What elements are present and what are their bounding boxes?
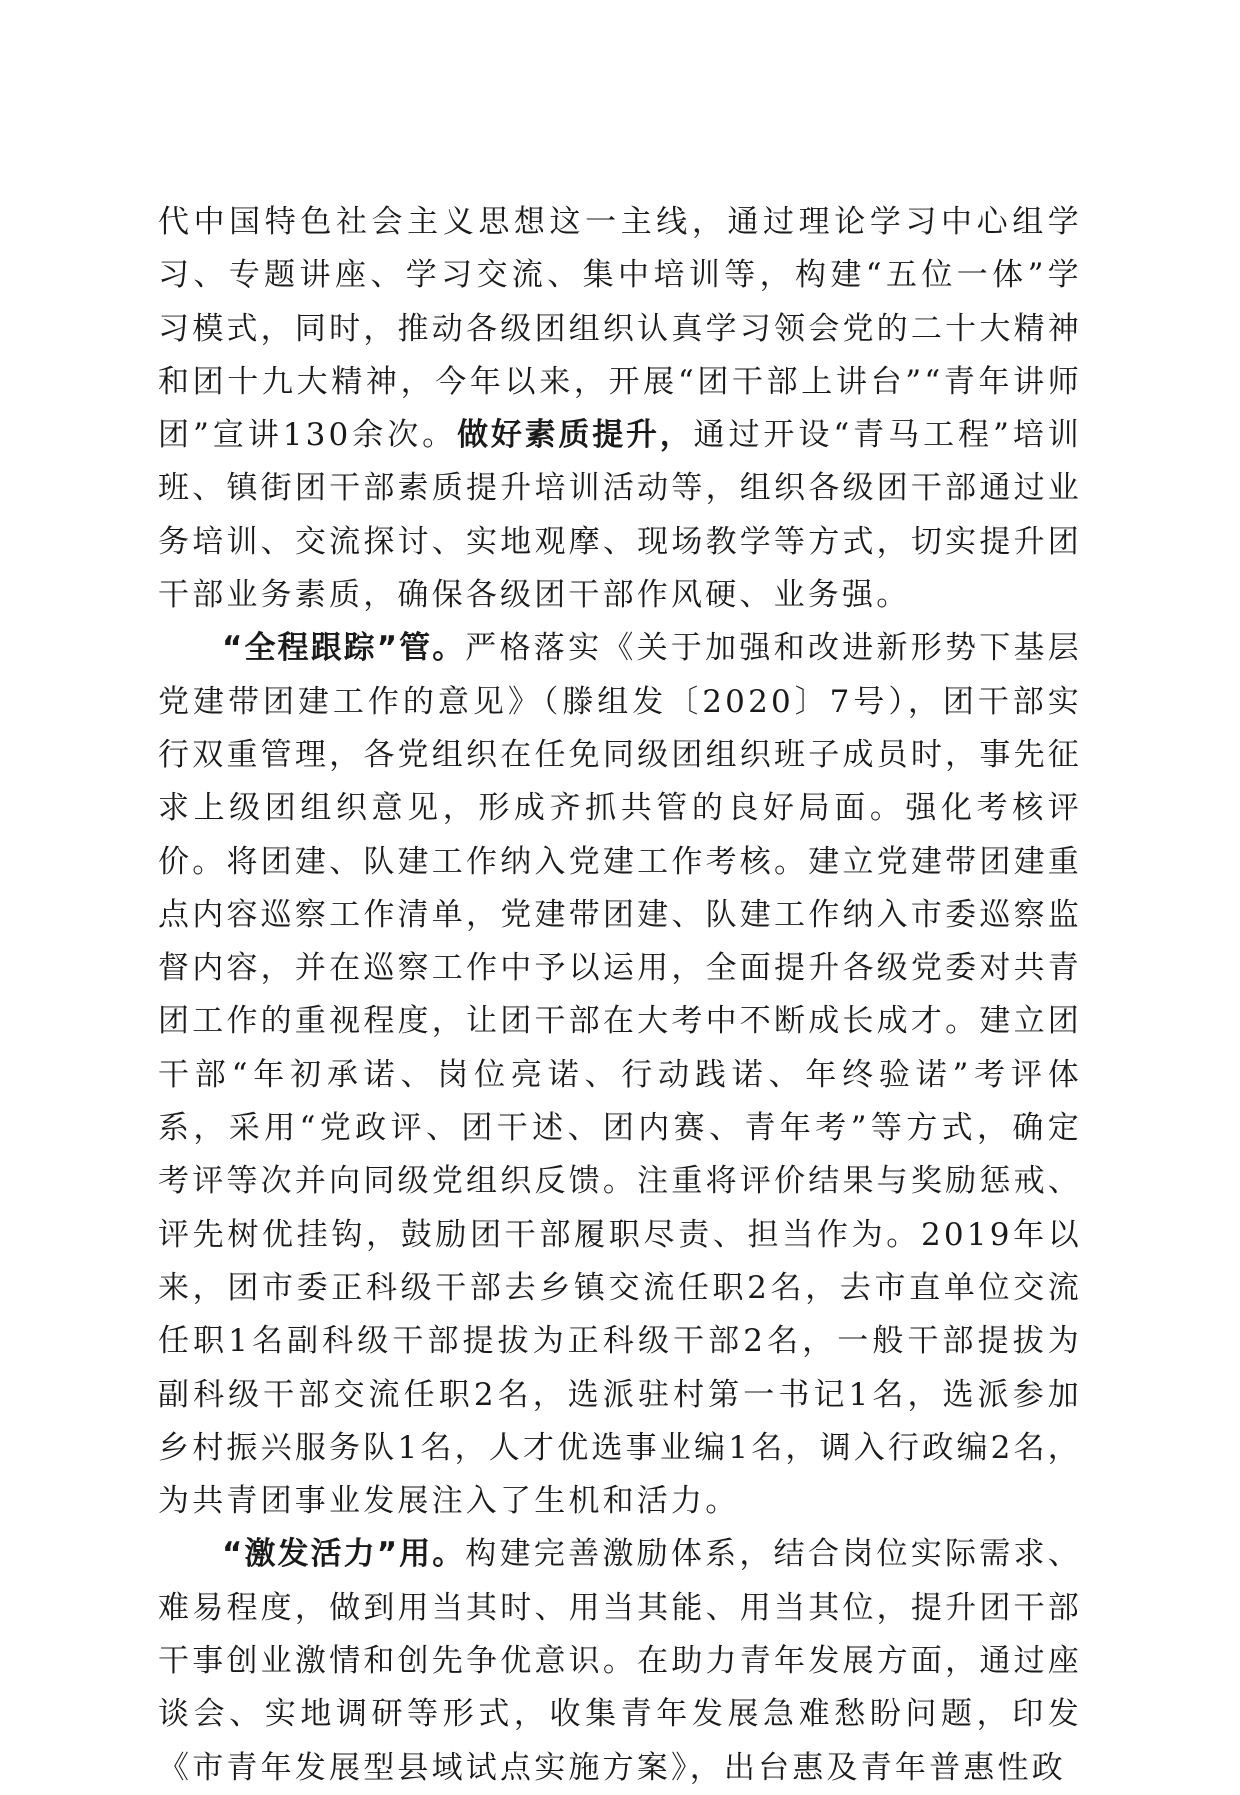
paragraph-3-heading: “激发活力”用。 xyxy=(222,1536,466,1573)
paragraph-3-text: 构建完善激励体系，结合岗位实际需求、难易程度，做到用当其时、用当其能、用当其位，提升团干部干事创业激情和创先争优意识。在助力青年发展方面，通过座谈会、实地调研等形式，收集青年发展急难愁盼问题，印发《市青年发展型县域试点实施方案》，出台惠及青年普惠性政 xyxy=(158,1536,1082,1786)
paragraph-2-text: 严格落实《关于加强和改进新形势下基层党建带团建工作的意见》（滕组发〔2020〕7号），团干部实行双重管理，各党组织在任免同级团组织班子成员时，事先征求上级团组织意见，形成齐抓共管的良好局面。强化考核评价。将团建、队建工作纳入党建工作考核。建立党建带团建重点内容巡察工作清单，党建带团建、队建工作纳入市委巡察监督内容，并在巡察工作中予以运用，全面提升各级党委对共青团工作的重视程度，让团干部在大考中不断成长成才。建立团干部“年初承诺、岗位亮诺、行动践诺、年终验诺”考评体系，采用“党政评、团干述、团内赛、青年考”等方式，确定考评等次并向同级党组织反馈。注重将评价结果与奖励惩戒、评先树优挂钩，鼓励团干部履职尽责、担当作为。2019年以来，团市委正科级干部去乡镇交流任职2名，去市直单位交流任职1名副科级干部提拔为正科级干部2名，一般干部提拔为副科级干部交流任职2名，选派驻村第一书记1名，选派参加乡村振兴服务队1名，人才优选事业编1名，调入行政编2名，为共青团事业发展注入了生机和活力。 xyxy=(158,630,1082,1520)
paragraph-1 xyxy=(158,196,1082,622)
paragraph-3 xyxy=(158,1528,1082,1794)
paragraph-1-text-start: 代中国特色社会主义思想这一主线，通过理论学习中心组学习、专题讲座、学习交流、集中培训等，构建“五位一体”学习模式，同时，推动各级团组织认真学习领会党的二十大精神和团十九大精神，今年以来，开展“团干部上讲台”“青年讲师团”宣讲130余次。 xyxy=(158,204,1082,454)
paragraph-1-text-end: 通过开设“青马工程”培训班、镇街团干部素质提升培训活动等，组织各级团干部通过业务培训、交流探讨、实地观摩、现场教学等方式，切实提升团干部业务素质，确保各级团干部作风硬、业务强。 xyxy=(158,417,1082,614)
body-text xyxy=(158,196,1082,1795)
paragraph-2 xyxy=(158,622,1082,1528)
paragraph-2-heading: “全程跟踪”管。 xyxy=(222,630,466,667)
paragraph-1-bold-heading: 做好素质提升， xyxy=(457,417,694,454)
